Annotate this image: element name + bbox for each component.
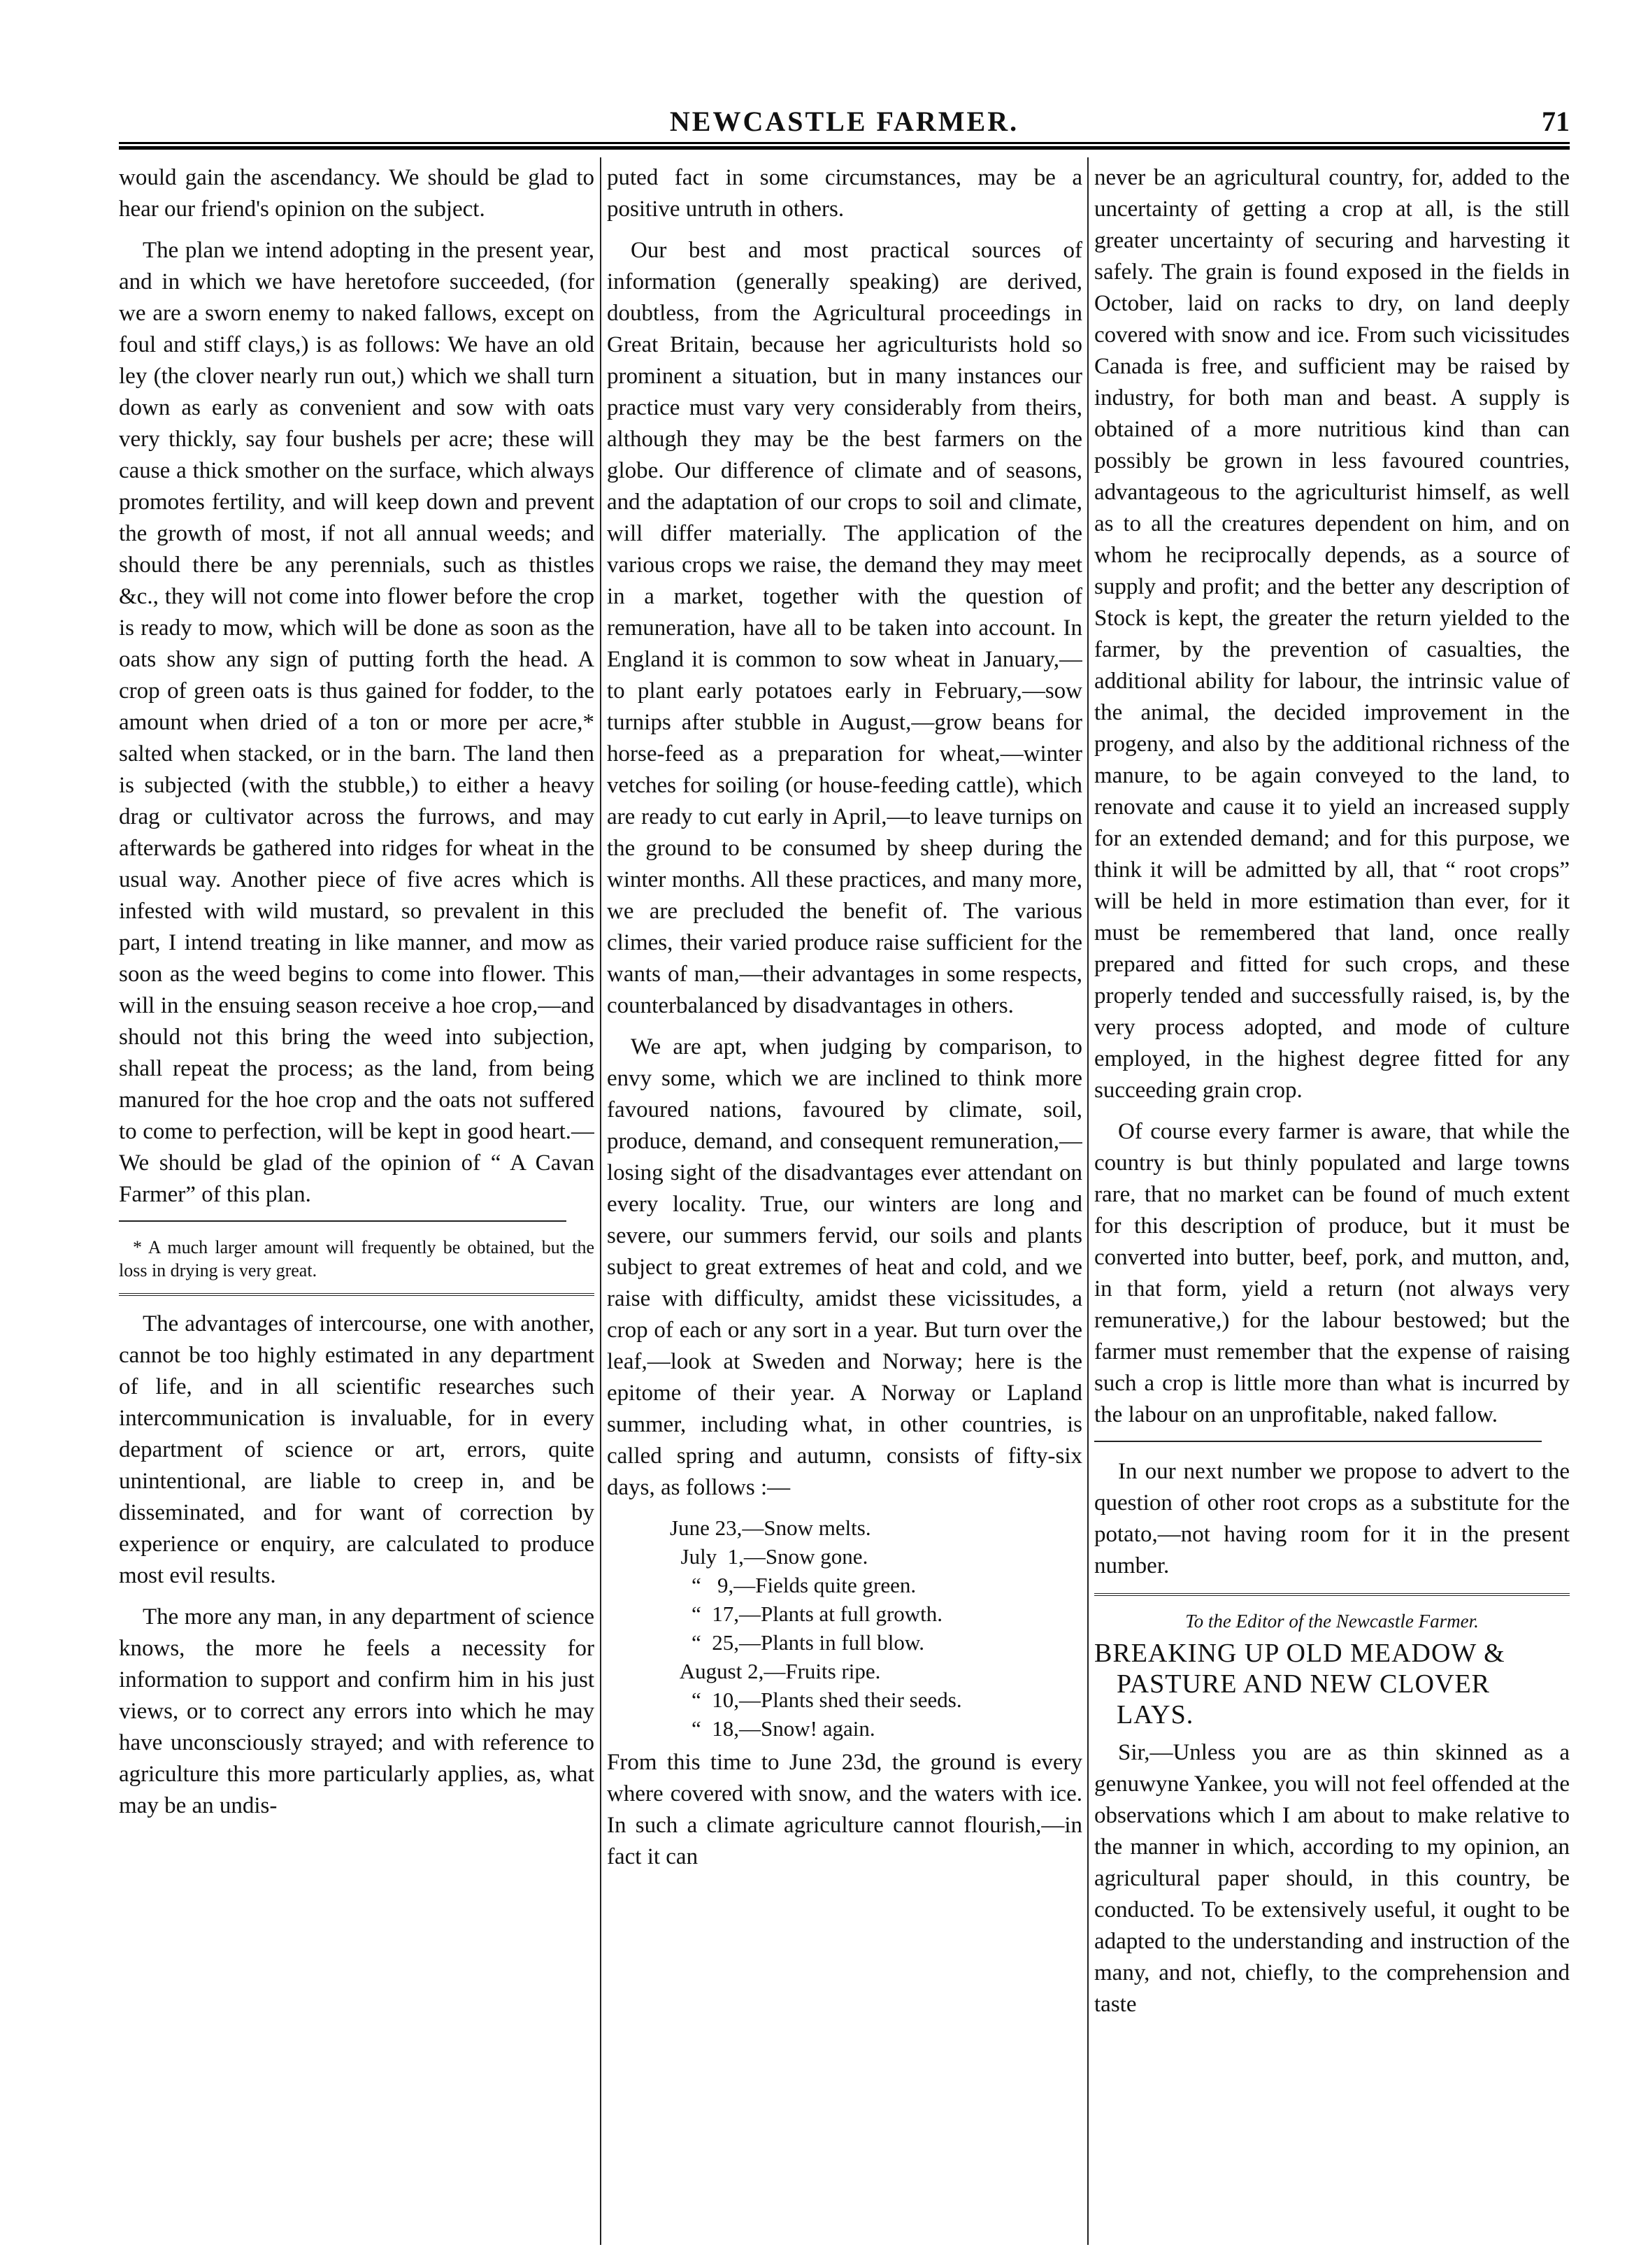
paragraph: We are apt, when judging by comparison, to envy some, which we are inclined to think more favoured nations, favoured by climate, soil, produce, demand, and consequent remuneration,—losing sight of the disadvantages ever attendant on every locality. True, our winters are long and severe, our summers fervid, our soils and plants subject to great extremes of heat and cold, and we raise with difficulty, amidst these vicissitudes, a crop of each or any sort in a year. But turn over the leaf,—look at Sweden and Norway; here is the epitome of their year. A Norway or Lapland summer, including what, in other countries, is called spring and autumn, consists of fifty-six days, as follows :— [607,1034,1082,1500]
schedule-line: “ 18,—Snow! again. [670,1716,875,1741]
schedule-line: July 1,—Snow gone. [670,1544,868,1569]
masthead-title: NEWCASTLE FARMER. [669,106,1019,137]
column-left [119,162,594,2232]
footnote-rule [119,1220,566,1222]
paragraph: Of course every farmer is aware, that while the country is but thinly populated and large towns rare, that no market can be found of much extent for this description of produce, but it must be converted into butter, beef, pork, and mutton, and, in that form, yield a return (not always very remunerative,) for the labour bestowed; but the farmer must remember that the expense of raising such a crop is little more than what is incurred by the labour on an unprofitable, naked fallow. [1094,1119,1570,1427]
paragraph: Our best and most practical sources of information (generally speaking) are derived, doubtless, from the Agricultural proceedings in Great Britain, because her agriculturists hold so prominent a situation, but in many instances our practice must vary very considerably from theirs, although they may be the best farmers on the globe. Our difference of climate and of seasons, and the adaptation of our crops to soil and climate, will differ materially. The application of the various crops we raise, the demand they may meet in a market, together with the question of remuneration, have all to be taken into account. In England it is common to sow wheat in January,—to plant early potatoes early in February,—sow turnips after stubble in August,—grow beans for horse-feed as a preparation for wheat,—winter vetches for soiling (or house-feeding cattle), which are ready to cut early in April,—to leave turnips on the ground to be consumed by sheep during the winter months. All these practices, and many more, we are precluded the benefit of. The various climes, their varied produce raise sufficient for the wants of man,—their advantages in some respects, counterbalanced by disadvantages in others. [607,238,1082,1018]
paragraph: From this time to June 23d, the ground is every where covered with snow, and the waters with ice. In such a climate agriculture cannot flourish,—in fact it can [607,1750,1082,1869]
paragraph: puted fact in some circumstances, may be a positive untruth in others. [607,165,1082,222]
paragraph: Sir,—Unless you are as thin skinned as a genuwyne Yankee, you will not feel offended at the observations which I am about to make relative to the manner in which, according to my opinion, an agricultural paper should, in this country, be conducted. To be extensively useful, it ought to be adapted to the understanding and instruction of the many, and not, chiefly, to the comprehension and taste [1094,1740,1570,2017]
schedule-line: August 2,—Fruits ripe. [670,1659,881,1683]
column-divider-1 [600,157,601,2245]
paragraph: In our next number we propose to advert to the question of other root crops as a substitute for the potato,—not having room for it in the present number. [1094,1459,1570,1578]
footnote: * A much larger amount will frequently be obtained, but the loss in drying is very great. [119,1237,594,1281]
column-divider-2 [1087,157,1089,2245]
column-middle [607,162,1082,2232]
page-header [119,105,1570,141]
schedule-line: “ 17,—Plants at full growth. [670,1602,943,1626]
column-right [1094,162,1570,2232]
section-rule [119,1293,594,1297]
schedule-line: “ 10,—Plants shed their seeds. [670,1688,962,1712]
paragraph: would gain the ascendancy. We should be glad to hear our friend's opinion on the subject. [119,165,594,222]
header-rule [119,142,1570,150]
schedule-line: “ 25,—Plants in full blow. [670,1630,924,1655]
section-rule [1094,1441,1542,1442]
paragraph: The advantages of intercourse, one with another, cannot be too highly estimated in any department of life, and in all scientific researches such intercommunication is invaluable, for in every department of science or art, errors, quite unintentional, are liable to creep in, and be disseminated, and for want of correction by experience or enquiry, are calculated to produce most evil results. [119,1311,594,1588]
editor-address: To the Editor of the Newcastle Farmer. [1185,1611,1479,1632]
season-schedule [607,1513,1082,1743]
headline-line: PASTURE AND NEW CLOVER [1117,1669,1490,1699]
page-number: 71 [1542,106,1570,137]
article-headline [1094,1638,1570,1730]
section-rule [1094,1593,1570,1597]
headline-line: BREAKING UP OLD MEADOW & [1094,1639,1505,1668]
paragraph: The more any man, in any department of science knows, the more he feels a necessity for information to support and confirm him in his just views, or to correct any errors into which he may have unconsciously strayed; and with reference to agriculture this more particularly applies, as, what may be an undis- [119,1604,594,1818]
paragraph: never be an agricultural country, for, added to the uncertainty of getting a crop at all, is the still greater uncertainty of securing and harvesting it safely. The grain is found exposed in the fields in October, laid on racks to dry, on land deeply covered with snow and ice. From such vicissitudes Canada is free, and sufficient may be raised by industry, for both man and beast. A supply is obtained of a more nutritious kind than can possibly be grown in less favoured countries, advantageous to the agriculturist himself, as well as to all the creatures dependent on him, and on whom he reciprocally depends, as a source of supply and profit; and the better any description of Stock is kept, the greater the return yielded to the farmer, by the prevention of casualties, the additional ability for labour, the intrinsic value of the animal, the decided improvement in the progeny, and also by the additional richness of the manure, to be again conveyed to the land, to renovate and cause it to yield an increased supply for an extended demand; and for this purpose, we think it will be admitted by all, that “ root crops” will be held in more estimation than ever, for it must be remembered that land, once really prepared and fitted for such crops, and these properly tended and successfully raised, is, by the very process adopted, and mode of culture employed, in the highest degree fitted for any succeeding grain crop. [1094,165,1570,1103]
schedule-line: “ 9,—Fields quite green. [670,1573,917,1597]
headline-line: LAYS. [1117,1700,1194,1729]
paragraph: The plan we intend adopting in the present year, and in which we have heretofore succeeded, (for we are a sworn enemy to naked fallows, except on foul and stiff clays,) is as follows: We have an old ley (the clover nearly run out,) which we shall turn down as early as convenient and sow with oats very thickly, say four bushels per acre; these will cause a thick smother on the surface, which always promotes fertility, and will keep down and prevent the growth of most, if not all annual weeds; and should there be any perennials, such as thistles &c., they will not come into flower before the crop is ready to mow, which will be done as soon as the oats show any sign of putting forth the head. A crop of green oats is thus gained for fodder, to the amount when dried of a ton or more per acre,* salted when stacked, or in the barn. The land then is subjected (with the stubble,) to either a heavy drag or cultivator across the furrows, and may afterwards be gathered into ridges for wheat in the usual way. Another piece of five acres which is infested with wild mustard, so prevalent in this part, I intend treating in like manner, and mow as soon as the weed begins to come into flower. This will in the ensuing season receive a hoe crop,—and should not this bring the weed into subjection, shall repeat the process; as the land, from being manured for the hoe crop and the oats not suffered to come to perfection, will be kept in good heart.—We should be glad of the opinion of “ A Cavan Farmer” of this plan. [119,238,594,1207]
schedule-line: June 23,—Snow melts. [670,1515,871,1540]
